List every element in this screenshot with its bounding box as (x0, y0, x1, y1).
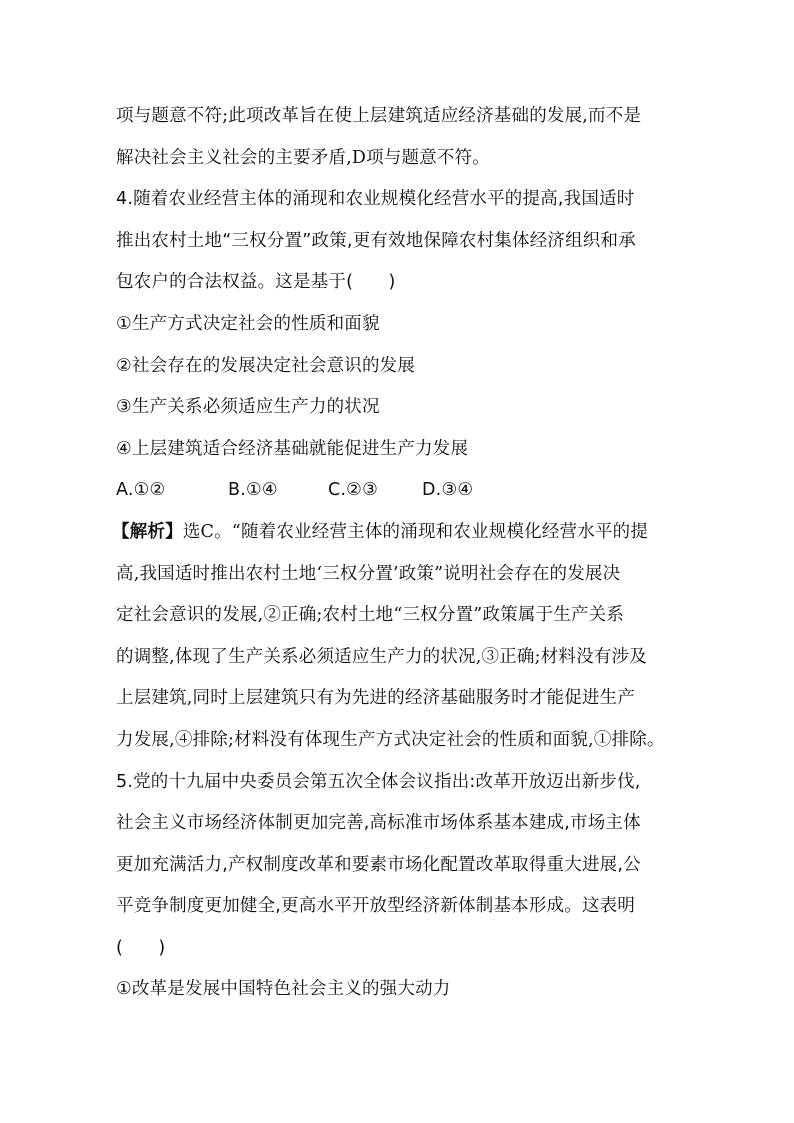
question-stem-line: 4.随着农业经营主体的涌现和农业规模化经营水平的提高,我国适时 (116, 189, 635, 210)
analysis-line: 上层建筑,同时上层建筑只有为先进的经济基础服务时才能促进生产 (116, 688, 636, 709)
statement-item: ③生产关系必须适应生产力的状况 (116, 397, 380, 418)
analysis-tag: 【解析】 (112, 521, 183, 542)
option-d: D.③④ (422, 480, 474, 501)
question-stem-line: 平竞争制度更加健全,更高水平开放型经济新体制基本形成。这表明 (116, 896, 636, 917)
analysis-line (112, 512, 686, 554)
option-c: C.②③ (328, 480, 378, 501)
question-stem-line: 5.党的十九届中央委员会第五次全体会议指出:改革开放迈出新步伐, (116, 771, 641, 792)
question-stem-line: ( ) (116, 937, 166, 958)
text-line: 项与题意不符;此项改革旨在使上层建筑适应经济基础的发展,而不是 (116, 106, 642, 126)
text-line: 解决社会主义社会的主要矛盾,D项与题意不符。 (116, 147, 490, 168)
question-4 (112, 179, 686, 761)
analysis-line: 高,我国适时推出农村土地‘三权分置’政策”说明社会存在的发展决 (116, 563, 621, 584)
statement-item: ①改革是发展中国特色社会主义的强大动力 (116, 979, 451, 1000)
option-a: A.①② (116, 480, 166, 501)
statement-item: ④上层建筑适合经济基础就能促进生产力发展 (116, 438, 469, 459)
analysis-line: 定社会意识的发展,②正确;农村土地“三权分置”政策属于生产关系 (116, 605, 625, 626)
analysis-line: 力发展,④排除;材料没有体现生产方式决定社会的性质和面貌,①排除。 (116, 729, 665, 750)
statement-item: ①生产方式决定社会的性质和面貌 (116, 313, 380, 334)
document-page (112, 96, 686, 1011)
statement-item: ②社会存在的发展决定社会意识的发展 (116, 355, 416, 376)
question-stem-line: 推出农村土地“三权分置”政策,更有效地保障农村集体经济组织和承 (116, 230, 636, 251)
question-stem-line: 社会主义市场经济体制更加完善,高标准市场体系基本建成,市场主体 (116, 813, 641, 834)
question-stem-line: 包农户的合法权益。这是基于( ) (116, 272, 396, 293)
question-stem-line: 更加充满活力,产权制度改革和要素市场化配置改革取得重大进展,公 (116, 854, 641, 875)
option-b: B.①④ (228, 480, 278, 501)
analysis-text: 选C。“随着农业经营主体的涌现和农业规模化经营水平的提 (182, 521, 649, 542)
question-5 (116, 762, 686, 1012)
answer-options (116, 470, 686, 512)
analysis-line: 的调整,体现了生产关系必须适应生产力的状况,③正确;材料没有涉及 (116, 646, 647, 667)
